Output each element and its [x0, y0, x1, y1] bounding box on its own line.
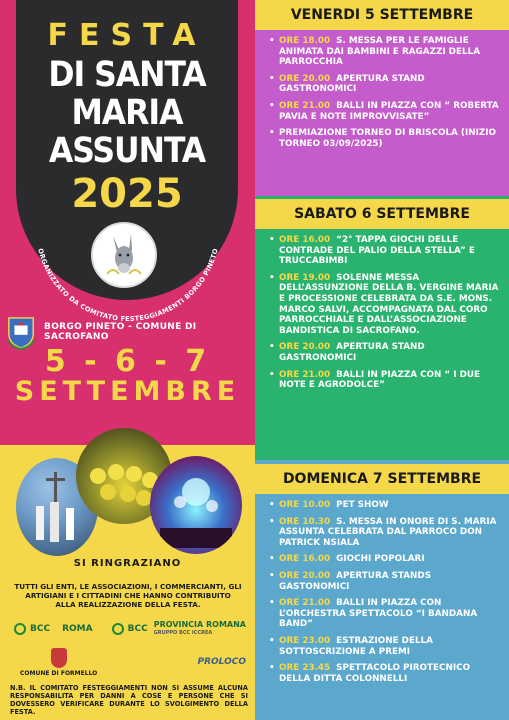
event-item: • ORE 23.00 ESTRAZIONE DELLA SOTTOSCRIZIONE A PREMI — [269, 636, 501, 657]
event-item: • PREMIAZIONE TORNEO DI BRISCOLA (INIZIO TORNEO 03/09/2025) — [269, 128, 501, 149]
event-item: • ORE 20.00 APERTURA STAND GASTRONOMICI — [269, 342, 501, 363]
event-item: • ORE 18.00 S. MESSA PER LE FAMIGLIE ANIMATA DAI BAMBINI E RAGAZZI DELLA PARROCCHIA — [269, 36, 501, 68]
event-item: • ORE 10.00 PET SHOW — [269, 500, 501, 511]
sponsors-row-1 — [14, 614, 246, 644]
donkey-logo — [91, 222, 157, 288]
formello-crest-icon — [51, 648, 67, 668]
event-item: • ORE 21.00 BALLI IN PIAZZA CON “ I DUE NOTE E AGRODOLCE” — [269, 370, 501, 391]
event-item: • ORE 23.45 SPETTACOLO PIROTECNICO DELLA DITTA COLONNELLI — [269, 663, 501, 684]
event-item: • ORE 20.00 APERTURA STANDS GASTONOMICI — [269, 571, 501, 592]
sponsor-formello — [20, 648, 97, 677]
day-panel-sunday — [255, 460, 509, 720]
sponsor-bcc-roma-b: ROMA — [62, 624, 93, 634]
sponsor-bcc-roma-a: BCC — [30, 624, 51, 634]
organizer-text: ORGANIZZATO DA COMITATO FESTEGGIAMENTI BORGO PINETO — [36, 247, 220, 324]
bcc-logo-icon — [14, 623, 26, 635]
photo-fireworks — [150, 456, 242, 554]
sponsor-bcc-prov-c: GRUPPO BCC ICCREA — [153, 630, 213, 636]
title-line-3: ASSUNTA — [48, 131, 206, 171]
event-dates: 5 - 6 - 7 — [44, 344, 211, 379]
title-year: 2025 — [71, 171, 183, 217]
location-text: BORGO PINETO - COMUNE DI SACROFANO — [44, 322, 197, 342]
title-main — [16, 56, 238, 170]
event-month: SETTEMBRE — [14, 376, 241, 407]
title-line-1: DI SANTA — [48, 55, 206, 95]
bcc-logo-icon — [112, 623, 124, 635]
sponsor-bcc-prov-a: BCC — [127, 624, 148, 634]
day-heading-sunday: DOMENICA 7 SETTEMBRE — [255, 464, 509, 494]
sponsor-bcc-provincia — [112, 621, 246, 637]
donkey-icon — [99, 230, 149, 280]
sponsor-proloco: PROLOCO — [197, 657, 246, 667]
day-heading-friday: VENERDI 5 SETTEMBRE — [255, 0, 509, 30]
event-item: • ORE 20.00 APERTURA STAND GASTRONOMICI — [269, 74, 501, 95]
sponsor-bcc-prov-b: PROVINCIA ROMANA — [153, 620, 246, 629]
sponsor-bcc-roma — [14, 623, 93, 635]
day-heading-saturday: SABATO 6 SETTEMBRE — [255, 199, 509, 229]
thanks-heading: SI RINGRAZIANO — [73, 558, 182, 569]
day-panel-saturday — [255, 196, 509, 460]
event-item: • ORE 21.00 BALLI IN PIAZZA CON L’ORCHESTRA SPETTACOLO “I BANDANA BAND” — [269, 598, 501, 630]
event-item: • ORE 19.00 SOLENNE MESSA DELL’ASSUNZIONE DELLA B. VERGINE MARIA E PROCESSIONE CELEBRATA DA S.E. MONS. MARCO SALVI, ACCOMPAGNATA DAL CORO PARROCCHIALE E DALL’ASSOCIAZIONE BANDISTICA DI SACROFANO. — [269, 273, 501, 337]
event-item: • ORE 16.00 GIOCHI POPOLARI — [269, 554, 501, 565]
event-item: • ORE 10.30 S. MESSA IN ONORE DI S. MARIA ASSUNTA CELEBRATA DAL PARROCO DON PATRICK NSIALA — [269, 517, 501, 549]
day-panel-friday — [255, 0, 509, 196]
sponsor-formello-label: COMUNE DI FORMELLO — [20, 669, 98, 677]
event-item: • ORE 21.00 BALLI IN PIAZZA CON “ ROBERTA PAVIA E NOTE IMPROVVISATE” — [269, 101, 501, 122]
disclaimer: N.B. IL COMITATO FESTEGGIAMENTI NON SI ASSUME ALCUNA RESPONSABILITA PER DANNI A COSE E PERSONE CHE SI DOVESSERO VERIFICARE DURANTE LO SVOLGIMENTO DELLA FESTA. — [10, 684, 248, 716]
title-festa: FESTA — [47, 18, 207, 53]
sponsors-row-2 — [20, 642, 246, 682]
thanks-text: TUTTI GLI ENTI, LE ASSOCIAZIONI, I COMMERCIANTI, GLI ARTIGIANI E I CITTADINI CHE HANNO CONTRIBUITO ALLA REALIZZAZIONE DELLA FESTA. — [14, 582, 242, 609]
event-item: • ORE 16.00 “2° TAPPA GIOCHI DELLE CONTRADE DEL PALIO DELLA STELLA” E TRUCCABIMBI — [269, 235, 501, 267]
title-line-2: MARIA — [71, 93, 183, 133]
